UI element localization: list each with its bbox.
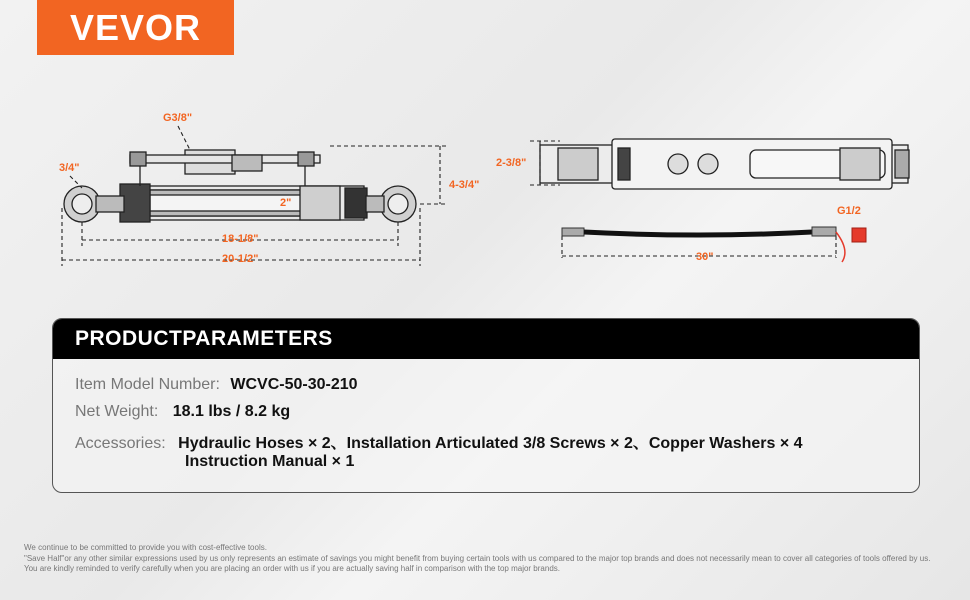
pin-diameter-label: 3/4": [59, 162, 80, 174]
disclaimer-line-1: We continue to be committed to provide you with cost-effective tools.: [24, 543, 267, 552]
model-row: [75, 376, 358, 394]
accessories-line-2: Instruction Manual × 1: [185, 453, 355, 470]
bore-label: 2": [280, 197, 292, 209]
model-label: Item Model Number:: [75, 376, 220, 393]
model-value: WCVC-50-30-210: [230, 376, 358, 393]
port-top-label: G3/8": [163, 112, 193, 124]
disclaimer-line-3: You are kindly reminded to verify carefully when you are placing an order with us if you are actually saving half in comparison with the top major brands.: [24, 564, 560, 573]
side-width-label: 2-3/8": [496, 157, 527, 169]
hose-length-label: 30": [696, 251, 714, 263]
overall-length-label: 20-1/2": [222, 253, 259, 265]
accessories-label: Accessories:: [75, 435, 166, 452]
parameters-heading: PRODUCTPARAMETERS: [53, 319, 919, 359]
cylinder-front-view: [64, 150, 416, 222]
cylinder-top-view: [540, 139, 909, 189]
product-parameters-panel: [52, 318, 920, 493]
closed-length-label: 18-1/8": [222, 233, 259, 245]
weight-row: [75, 403, 290, 421]
disclaimer: [24, 543, 959, 575]
hydraulic-hose: [562, 227, 866, 262]
weight-value: 18.1 lbs / 8.2 kg: [172, 403, 291, 420]
disclaimer-line-2: "Save Half"or any other similar expressions used by us only represents an estimate of savings you might benefit from buying certain tools with us compared to the major top brands and does not necessarily mean to cover all categories of tools offered by us.: [24, 553, 931, 563]
accessories-line-1: Hydraulic Hoses × 2、Installation Articulated 3/8 Screws × 2、Copper Washers × 4: [178, 435, 803, 452]
accessories-row-2: [185, 453, 354, 471]
vevor-logo: VEVOR: [37, 0, 234, 55]
hose-fitting-label: G1/2: [837, 205, 861, 217]
weight-label: Net Weight:: [75, 403, 159, 420]
accessories-row: [75, 430, 803, 453]
height-label: 4-3/4": [449, 179, 480, 191]
